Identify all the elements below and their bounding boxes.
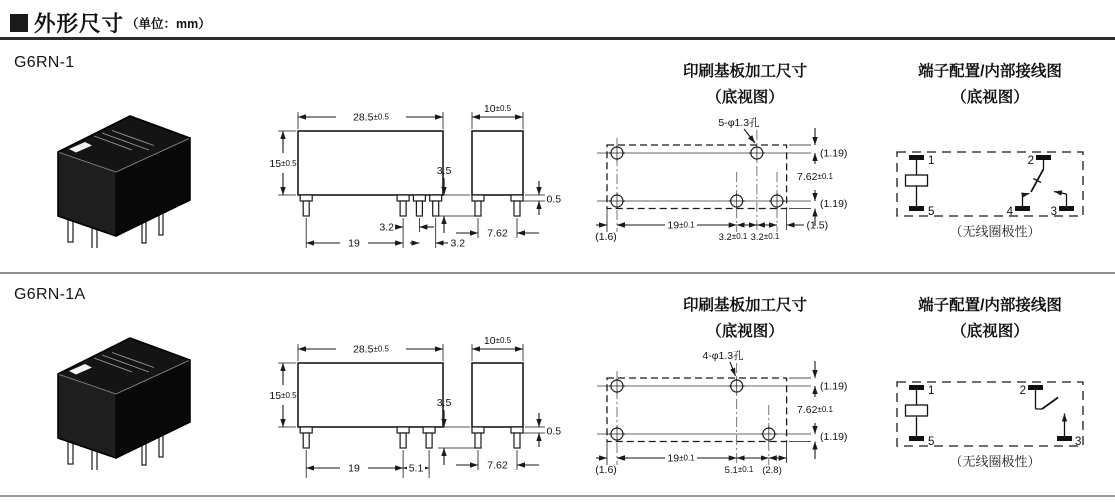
dim-row-pitch: 7.62±0.1 bbox=[797, 404, 833, 416]
dim-right-margin: (1.5) bbox=[806, 219, 829, 232]
terminal-title-g6rn-1a: 端子配置/内部接线图 bbox=[918, 297, 1062, 314]
dim-hole-gap-1: 3.2±0.1 bbox=[718, 232, 748, 243]
coil-polarity-note-g6rn-1: （无线圈极性） bbox=[949, 224, 1041, 239]
dim-hole-span: 19±0.1 bbox=[667, 219, 695, 232]
dim-row-pitch: 7.62±0.1 bbox=[797, 171, 833, 183]
page-header bbox=[10, 7, 211, 38]
dim-standoff: 0.5 bbox=[546, 425, 562, 438]
dim-pin-span: 19 bbox=[348, 237, 360, 250]
pin-1-label: 1 bbox=[928, 385, 935, 397]
terminal-subtitle-g6rn-1a: （底视图） bbox=[951, 323, 1029, 340]
dim-pin-pitch: 7.62 bbox=[487, 459, 508, 472]
model-label-g6rn-1: G6RN-1 bbox=[14, 54, 75, 71]
dim-body-height: 15±0.5 bbox=[269, 158, 297, 170]
dim-pin-gap-2: 3.2 bbox=[450, 237, 466, 250]
pcb-outline bbox=[607, 378, 787, 442]
dim-pin-gap-1: 5.1 bbox=[408, 462, 424, 475]
dim-hole-gap-1: 5.1±0.1 bbox=[724, 465, 754, 476]
pin-3-label: 3 bbox=[1075, 436, 1082, 448]
terminal-title-g6rn-1: 端子配置/内部接线图 bbox=[918, 63, 1062, 80]
dim-pin-length: 3.5 bbox=[436, 165, 452, 177]
terminal-subtitle-g6rn-1: （底视图） bbox=[951, 89, 1029, 106]
pcb-title-g6rn-1: 印刷基板加工尺寸 bbox=[682, 63, 807, 80]
pin-1-label: 1 bbox=[928, 155, 935, 167]
dim-top-margin: (1.19) bbox=[820, 380, 848, 393]
pcb-layout-g6rn-1 bbox=[585, 112, 885, 262]
pcb-subtitle-g6rn-1a: （底视图） bbox=[706, 323, 784, 340]
pin-5-label: 5 bbox=[928, 436, 935, 448]
dim-left-margin: (1.6) bbox=[595, 231, 617, 243]
relay-body-outline bbox=[298, 131, 443, 195]
section-divider bbox=[0, 272, 1115, 274]
pin-5-label: 5 bbox=[928, 206, 935, 218]
pcb-layout-g6rn-1a bbox=[585, 345, 885, 495]
mounting-holes bbox=[609, 145, 785, 209]
pin-4-label: 4 bbox=[1006, 206, 1013, 218]
pin-2-label: 2 bbox=[1027, 155, 1034, 167]
coil-symbol bbox=[906, 405, 928, 416]
header-rule bbox=[0, 37, 1115, 40]
terminal-diagram-g6rn-1a bbox=[885, 376, 1105, 452]
dim-body-height: 15±0.5 bbox=[269, 390, 297, 402]
pin-3-label: 3 bbox=[1050, 206, 1057, 218]
mounting-holes bbox=[609, 378, 777, 442]
contact-arm bbox=[1042, 398, 1058, 410]
dim-bottom-margin: (1.19) bbox=[820, 431, 848, 443]
dim-front-width: 10±0.5 bbox=[483, 335, 512, 347]
dim-pin-length: 3.5 bbox=[436, 397, 452, 409]
dim-front-width: 10±0.5 bbox=[483, 103, 512, 115]
dim-right-margin: (2.8) bbox=[762, 465, 782, 476]
dim-bottom-margin: (1.19) bbox=[820, 198, 848, 210]
dim-pin-pitch: 7.62 bbox=[487, 227, 508, 240]
relay-photo-g6rn-1 bbox=[44, 108, 199, 248]
dim-body-width: 28.5±0.5 bbox=[353, 343, 389, 356]
dim-left-margin: (1.6) bbox=[595, 464, 617, 476]
pin-2-label: 2 bbox=[1019, 385, 1026, 397]
hole-count-label: 5-φ1.3孔 bbox=[718, 117, 760, 129]
dim-hole-gap-2: 3.2±0.1 bbox=[750, 232, 780, 243]
coil-symbol bbox=[906, 175, 928, 186]
unit-label: （单位：mm） bbox=[126, 16, 211, 31]
pcb-title-g6rn-1a: 印刷基板加工尺寸 bbox=[682, 297, 807, 314]
dim-body-width: 28.5±0.5 bbox=[353, 111, 389, 124]
pcb-subtitle-g6rn-1: （底视图） bbox=[706, 89, 784, 106]
dim-pin-gap-1: 3.2 bbox=[379, 221, 394, 234]
dim-standoff: 0.5 bbox=[546, 193, 562, 206]
dim-top-margin: (1.19) bbox=[820, 147, 848, 160]
section-marker-icon bbox=[10, 14, 28, 32]
dim-hole-span: 19±0.1 bbox=[667, 452, 695, 465]
hole-count-label: 4-φ1.3孔 bbox=[702, 350, 744, 362]
model-label-g6rn-1a: G6RN-1A bbox=[14, 286, 86, 303]
coil-polarity-note-g6rn-1a: （无线圈极性） bbox=[949, 454, 1041, 469]
page-title: 外形尺寸 bbox=[34, 12, 125, 36]
relay-photo-g6rn-1a bbox=[44, 330, 199, 470]
dim-pin-span: 19 bbox=[348, 462, 360, 475]
terminal-diagram-g6rn-1 bbox=[885, 146, 1105, 222]
